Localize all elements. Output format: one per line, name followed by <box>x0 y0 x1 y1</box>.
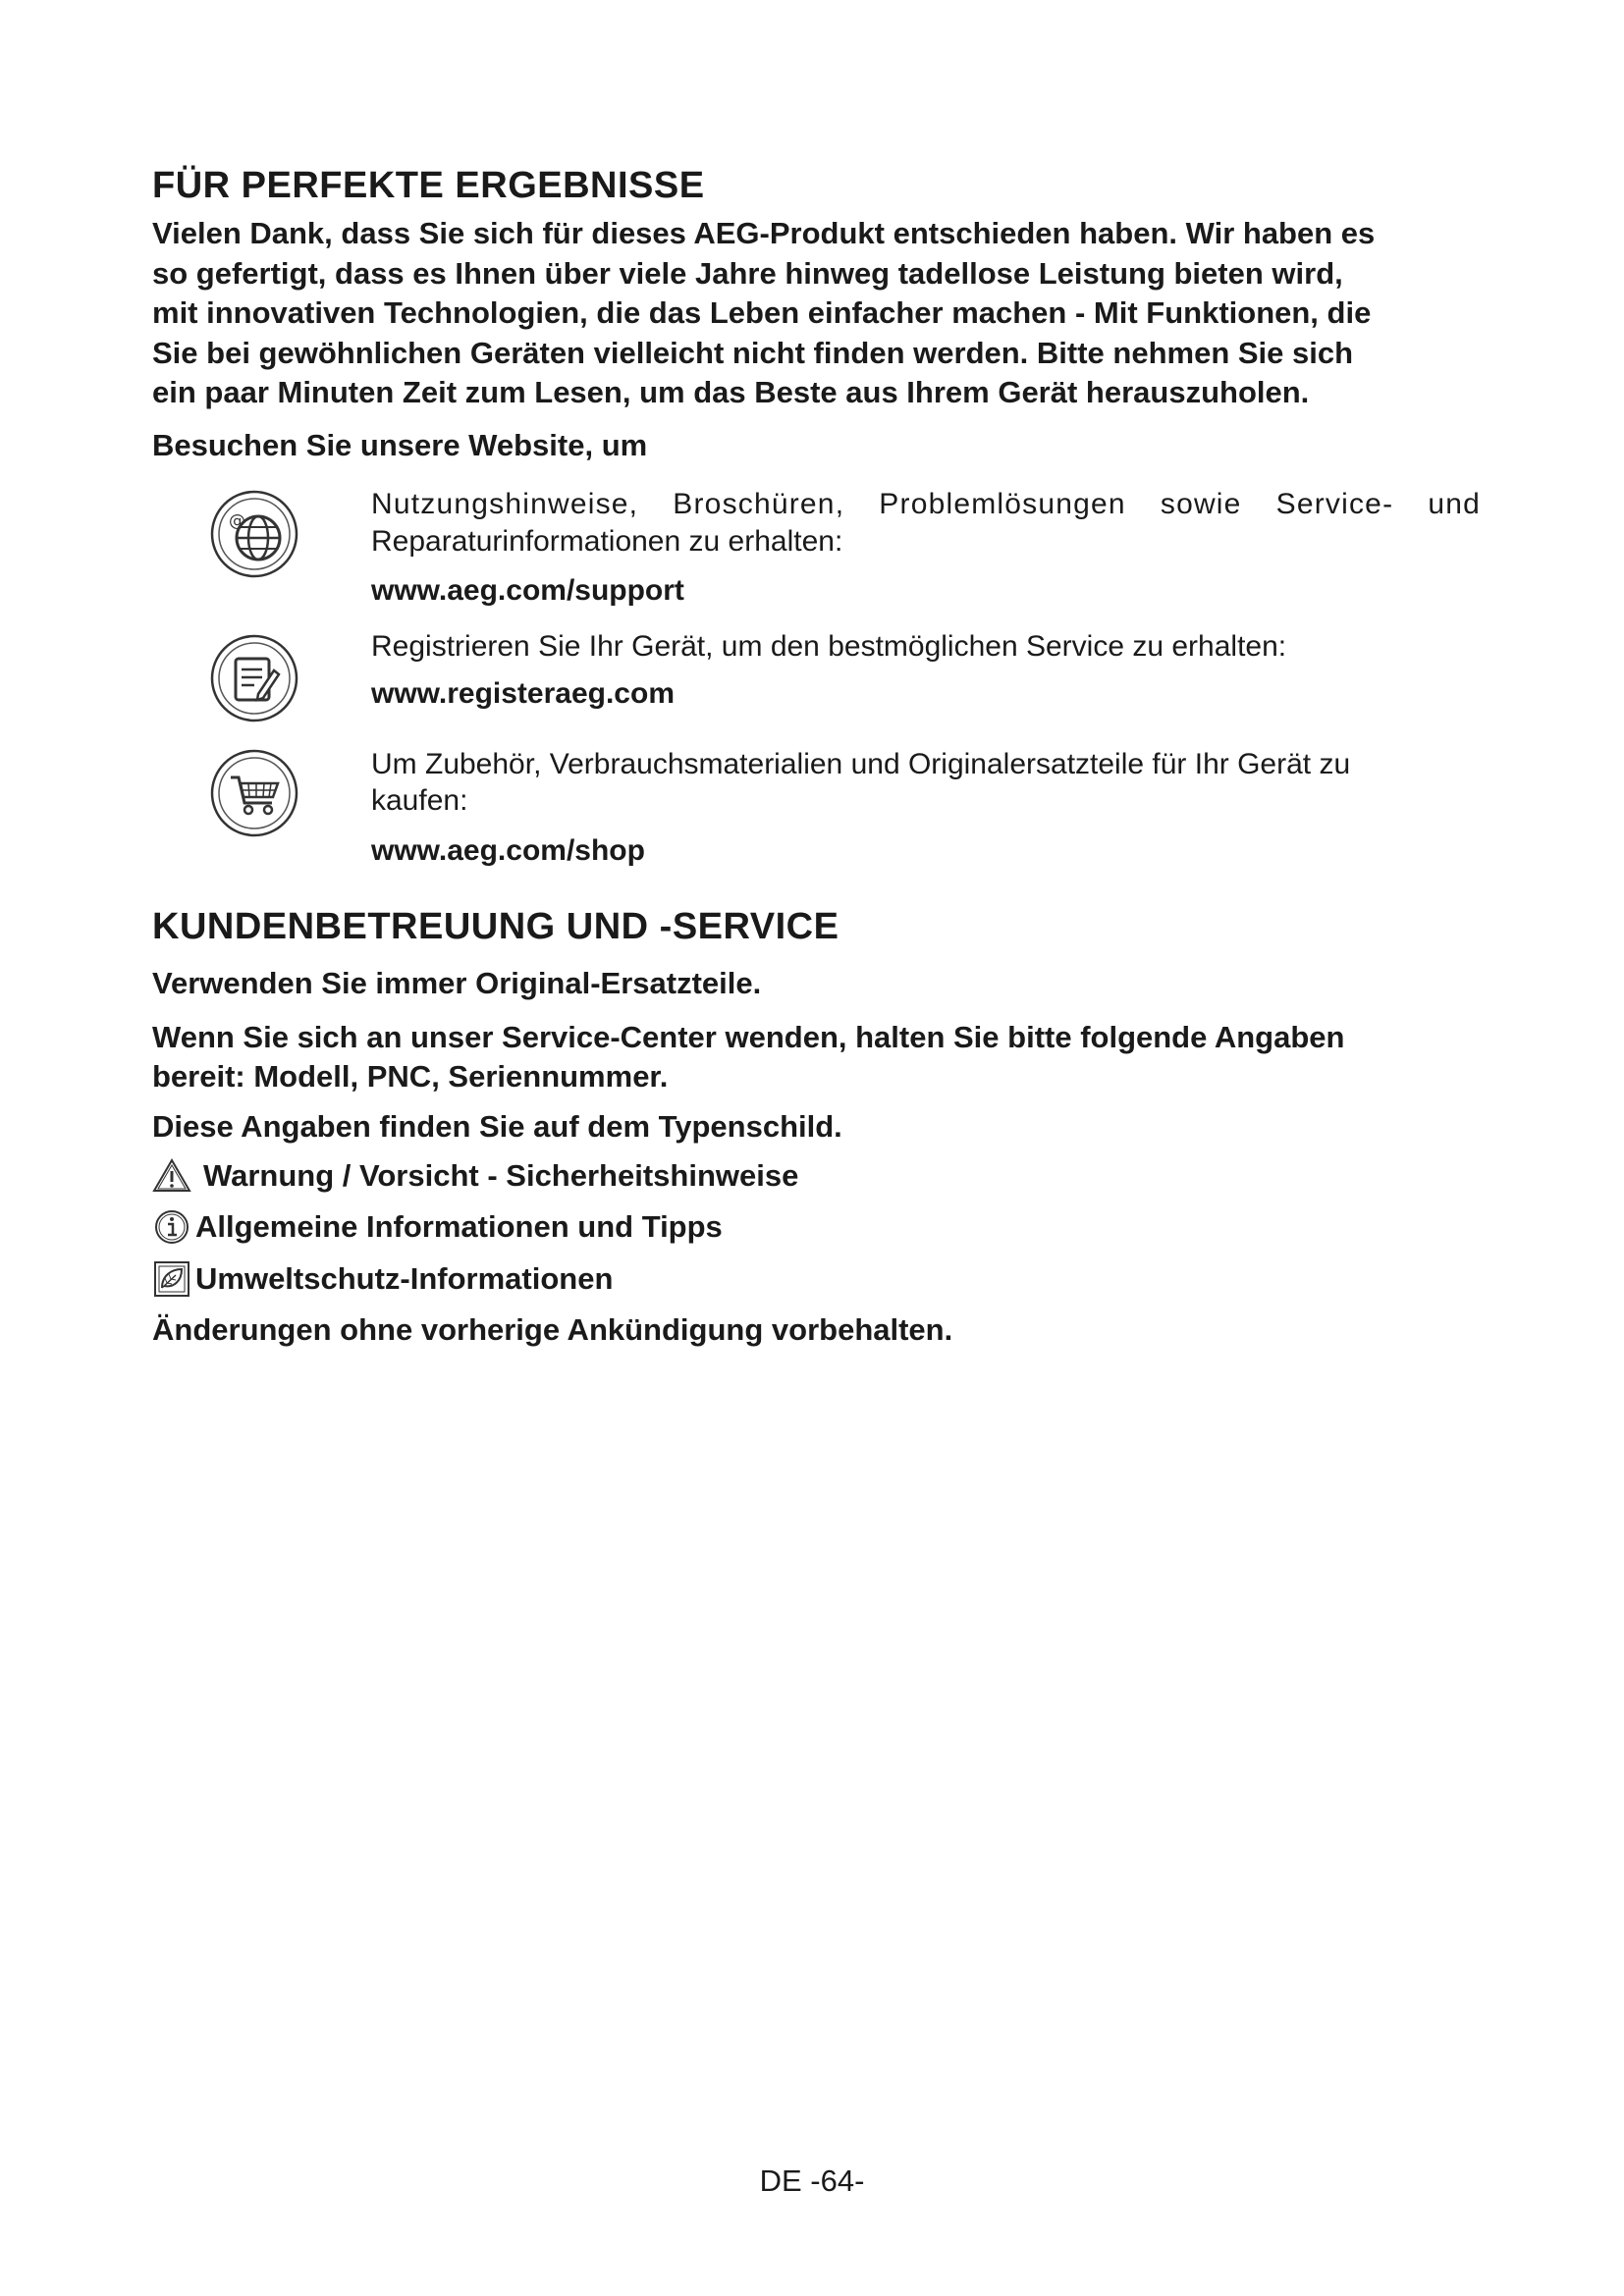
section-title-perfect-results: FÜR PERFEKTE ERGEBNISSE <box>152 165 705 206</box>
service-register-text: Registrieren Sie Ihr Gerät, um den bestmöglichen Service zu erhalten: <box>371 630 1287 663</box>
intro-line: Vielen Dank, dass Sie sich für dieses AEG-Produkt entschieden haben. Wir haben es <box>152 216 1376 250</box>
intro-line: so gefertigt, dass es Ihnen über viele Jahre hinweg tadellose Leistung bieten wird, <box>152 255 1343 291</box>
support-link[interactable]: www.aeg.com/support <box>371 574 684 607</box>
symbol-row-environment <box>152 1259 613 1300</box>
shop-link[interactable]: www.aeg.com/shop <box>371 834 645 867</box>
info-icon <box>152 1209 188 1245</box>
globe-icon <box>209 489 299 579</box>
symbol-row-info <box>152 1207 723 1248</box>
service-support-text: Nutzungshinweise, Broschüren, Problemlösungen sowie Service- und <box>371 488 1481 520</box>
intro-line: mit innovativen Technologien, die das Leben einfacher machen - Mit Funktionen, die <box>152 295 1372 330</box>
service-center-text: Wenn Sie sich an unser Service-Center wenden, halten Sie bitte folgende Angaben <box>152 1020 1345 1054</box>
service-shop-text: Um Zubehör, Verbrauchsmaterialien und Originalersatzteile für Ihr Gerät zu <box>371 748 1351 780</box>
intro-line: Sie bei gewöhnlichen Geräten vielleicht nicht finden werden. Bitte nehmen Sie sich <box>152 335 1354 370</box>
leaf-icon <box>152 1261 188 1297</box>
service-center-text-cont: bereit: Modell, PNC, Seriennummer. <box>152 1059 669 1094</box>
page-number: DE -64- <box>759 2163 865 2198</box>
environment-label: Umweltschutz-Informationen <box>195 1261 614 1296</box>
original-parts-text: Verwenden Sie immer Original-Ersatzteile. <box>152 966 762 1000</box>
intro-line: ein paar Minuten Zeit zum Lesen, um das Beste aus Ihrem Gerät herauszuholen. <box>152 375 1310 409</box>
cart-icon <box>209 748 299 838</box>
section-title-customer-service: KUNDENBETREUUNG UND -SERVICE <box>152 906 839 947</box>
service-shop-text-cont: kaufen: <box>371 784 468 817</box>
register-link[interactable]: www.registeraeg.com <box>371 677 675 710</box>
register-icon <box>209 633 299 723</box>
service-support-text-cont: Reparaturinformationen zu erhalten: <box>371 525 843 558</box>
info-label: Allgemeine Informationen und Tipps <box>195 1209 723 1244</box>
changes-note: Änderungen ohne vorherige Ankündigung vorbehalten. <box>152 1312 953 1347</box>
type-plate-text: Diese Angaben finden Sie auf dem Typenschild. <box>152 1109 842 1144</box>
symbol-row-warning <box>152 1156 798 1197</box>
visit-website-text: Besuchen Sie unsere Website, um <box>152 428 648 462</box>
warning-icon <box>152 1158 191 1194</box>
intro-paragraph <box>152 214 1478 413</box>
svg-text:@: @ <box>229 511 245 531</box>
warning-label: Warnung / Vorsicht - Sicherheitshinweise <box>203 1158 799 1193</box>
